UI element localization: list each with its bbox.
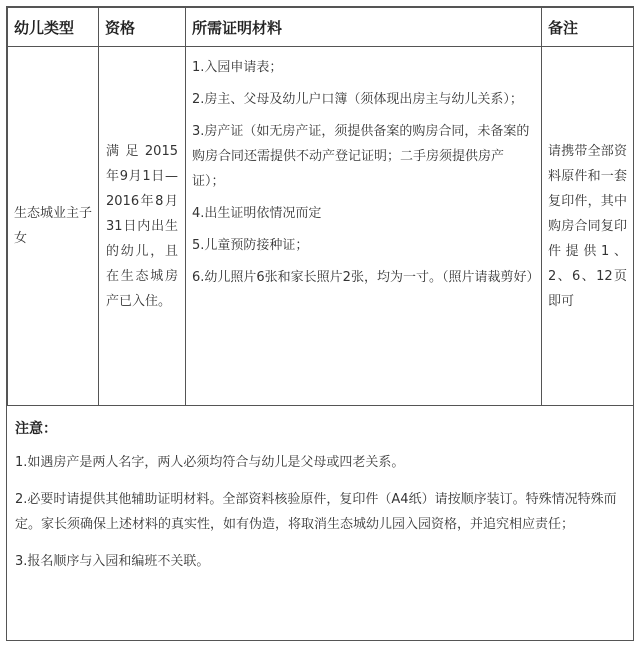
child-type-cell: 生态城业主子女 [8, 47, 99, 406]
requirement-item: 1.入园申请表； [192, 60, 283, 75]
requirement-item: 5.儿童预防接种证； [192, 238, 309, 253]
remarks-cell: 请携带全部资料原件和一套复印件，其中购房合同复印件提供1、2、6、12页即可 [542, 47, 634, 406]
enrollment-requirements-document [6, 6, 634, 641]
requirement-item: 4.出生证明依情况而定 [192, 206, 322, 221]
requirement-item: 2.房主、父母及幼儿户口簿（须体现出房主与幼儿关系）； [192, 92, 523, 107]
note-item: 2.必要时请提供其他辅助证明材料。全部资料核验原件，复印件（A4纸）请按顺序装订。特殊情况特殊而定。家长须确保上述材料的真实性，如有伪造，将取消生态城幼儿园入园资格，并追究相应责任； [15, 492, 617, 532]
note-item: 3.报名顺序与入园和编班不关联。 [15, 554, 210, 569]
notes-section [7, 406, 633, 574]
requirement-item: 3.房产证（如无房产证，须提供备案的购房合同，未备案的购房合同还需提供不动产登记证明；二手房须提供房产证）； [192, 124, 530, 189]
requirements-table [7, 7, 634, 406]
header-qualification: 资格 [99, 8, 186, 47]
requirement-item: 6.幼儿照片6张和家长照片2张，均为一寸。（照片请裁剪好） [192, 270, 540, 285]
table-header-row [8, 8, 634, 47]
header-required-materials: 所需证明材料 [186, 8, 542, 47]
table-row [8, 47, 634, 406]
notes-title: 注意： [15, 421, 57, 437]
header-remarks: 备注 [542, 8, 634, 47]
note-item: 1.如遇房产是两人名字，两人必须均符合与幼儿是父母或四老关系。 [15, 455, 405, 470]
header-child-type: 幼儿类型 [8, 8, 99, 47]
qualification-cell: 满足2015年9月1日—2016年8月31日内出生的幼儿，且在生态城房产已入住。 [99, 47, 186, 406]
required-materials-cell [186, 47, 542, 406]
